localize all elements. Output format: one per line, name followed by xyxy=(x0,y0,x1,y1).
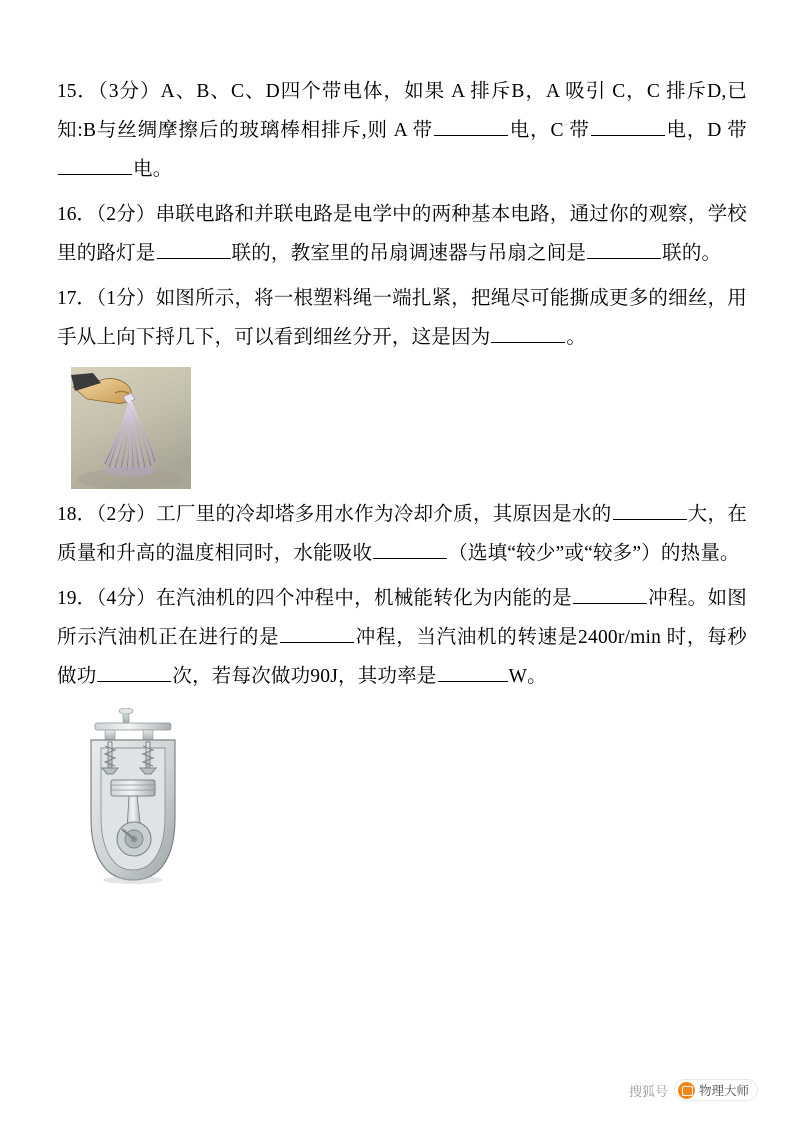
question-17-number: 17 xyxy=(57,288,77,309)
question-16 xyxy=(57,195,747,273)
question-17-blank-1[interactable] xyxy=(491,342,565,343)
question-16-blank-1[interactable] xyxy=(157,258,231,259)
question-19 xyxy=(57,579,747,898)
question-18-points: （2分） xyxy=(96,504,157,525)
footer-watermark xyxy=(629,1079,758,1101)
question-15-text-3: 电，D 带 xyxy=(665,120,747,141)
question-18 xyxy=(57,495,747,573)
question-15-text-4: 电。 xyxy=(133,159,173,180)
question-19-text-5: W。 xyxy=(508,666,547,687)
question-19-number: 19 xyxy=(57,588,77,609)
question-18-text-1: 工厂里的冷却塔多用水作为冷却介质，其原因是水的 xyxy=(156,504,612,525)
account-name: 物理大师 xyxy=(698,1084,749,1098)
question-15-blank-3[interactable] xyxy=(58,174,132,175)
question-19-blank-2[interactable] xyxy=(280,642,354,643)
question-16-points: （2分） xyxy=(96,204,156,225)
question-15-blank-1[interactable] xyxy=(434,135,508,136)
sohu-logo-icon xyxy=(678,1082,695,1099)
question-15-text-1: A、B、C、D四个带电体，如果 A 排斥B，A 吸引 C，C 排斥D,已知:B与丝绸摩擦后的玻璃棒相排斥,则 A 带 xyxy=(57,81,747,141)
question-19-blank-3[interactable] xyxy=(97,681,171,682)
question-17 xyxy=(57,279,747,489)
question-18-body: 18．（2分）工厂里的冷却塔多用水作为冷却介质，其原因是水的 大，在质量和升高的温度相同时，水能吸收 （选填“较少”或“较多”）的热量。 xyxy=(57,504,747,564)
question-18-number: 18 xyxy=(57,504,77,525)
question-19-text-1: 在汽油机的四个冲程中，机械能转化为内能的是 xyxy=(156,588,572,609)
account-badge[interactable] xyxy=(674,1079,758,1101)
rope-figure-svg xyxy=(71,367,191,489)
question-15-text-2: 电，C 带 xyxy=(509,120,590,141)
source-label: 搜狐号 xyxy=(628,1083,668,1099)
gasoline-engine-cylinder-diagram xyxy=(77,708,189,898)
question-17-body: 17．（1分）如图所示，将一根塑料绳一端扎紧，把绳尽可能撕成更多的细丝，用手从上向下捋几下，可以看到细丝分开，这是因为 。 xyxy=(57,288,747,348)
question-15-body: 15．（3分）A、B、C、D四个带电体，如果 A 排斥B，A 吸引 C，C 排斥D,已知:B与丝绸摩擦后的玻璃棒相排斥,则 A 带 电，C 带 电，D 带电。 xyxy=(57,81,747,180)
question-16-blank-2[interactable] xyxy=(587,258,661,259)
question-18-text-2: 大，在质量和升高的温度相同时，水能吸收 xyxy=(57,504,747,564)
question-19-body: 19．（4分）在汽油机的四个冲程中，机械能转化为内能的是 冲程。如图所示汽油机正在进行的是 冲程，当汽油机的转速是2400r/min 时，每秒做功 次，若每次做功90J，其功率是 W。 xyxy=(57,588,748,687)
question-15-number: 15 xyxy=(57,81,77,102)
question-16-number: 16 xyxy=(57,204,77,225)
question-18-blank-1[interactable] xyxy=(613,519,687,520)
engine-figure-svg xyxy=(77,708,189,898)
question-15-points: （3分） xyxy=(97,81,161,102)
question-19-blank-1[interactable] xyxy=(573,603,647,604)
questions-container xyxy=(57,72,747,904)
question-17-points: （1分） xyxy=(96,288,156,309)
question-16-body: 16．（2分）串联电路和并联电路是电学中的两种基本电路，通过你的观察，学校里的路灯是 联的，教室里的吊扇调速器与吊扇之间是 联的。 xyxy=(57,204,747,264)
question-16-text-1: 串联电路和并联电路是电学中的两种基本电路，通过你的观察，学校里的路灯是 xyxy=(57,204,747,264)
question-19-blank-4[interactable] xyxy=(438,681,508,682)
question-19-text-2: 冲程。如图所示汽油机正在进行的是 xyxy=(57,588,747,648)
question-19-points: （4分） xyxy=(96,588,157,609)
question-15 xyxy=(57,72,747,189)
rope-bundle-hand-photo xyxy=(71,367,191,489)
question-19-text-4: 次，若每次做功90J，其功率是 xyxy=(172,666,437,687)
question-18-text-3: （选填“较少”或“较多”）的热量。 xyxy=(448,543,740,564)
question-16-text-2: 联的，教室里的吊扇调速器与吊扇之间是 xyxy=(231,243,587,264)
question-18-blank-2[interactable] xyxy=(373,558,447,559)
question-15-blank-2[interactable] xyxy=(591,135,665,136)
question-17-text-2: 。 xyxy=(566,327,587,348)
question-16-text-3: 联的。 xyxy=(662,243,722,264)
question-17-text-1: 如图所示，将一根塑料绳一端扎紧，把绳尽可能撕成更多的细丝，用手从上向下捋几下，可以看到细丝分开，这是因为 xyxy=(57,288,747,348)
question-19-text-3: 冲程，当汽油机的转速是2400r/min 时，每秒做功 xyxy=(57,627,748,687)
